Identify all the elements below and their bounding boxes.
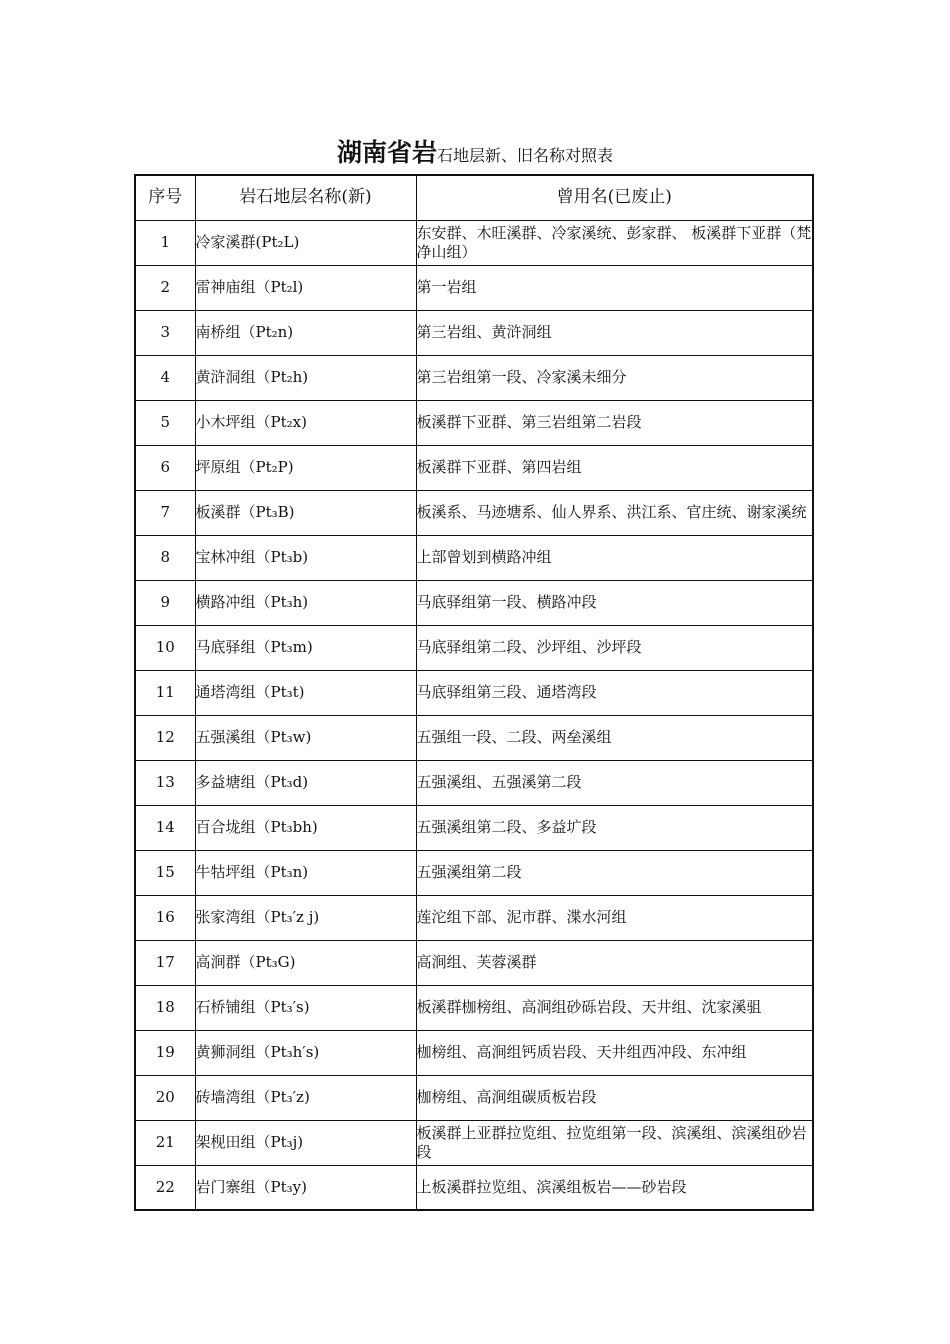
- row-new-name: 通塔湾组（Pt₃t): [195, 670, 416, 715]
- row-new-name: 小木坪组（Pt₂x): [195, 400, 416, 445]
- row-old-name: 上部曾划到横路冲组: [416, 535, 813, 580]
- row-new-name: 马底驿组（Pt₃m): [195, 625, 416, 670]
- row-number: 17: [135, 940, 195, 985]
- row-new-name: 牛牯坪组（Pt₃n): [195, 850, 416, 895]
- row-number: 15: [135, 850, 195, 895]
- table-row: [135, 670, 813, 715]
- row-old-name: 五强溪组第二段、多益圹段: [416, 805, 813, 850]
- header-new-name: 岩石地层名称(新): [195, 175, 416, 220]
- row-old-name: 高涧组、芙蓉溪群: [416, 940, 813, 985]
- table-row: [135, 1075, 813, 1120]
- row-old-name: 莲沱组下部、泥市群、渫水河组: [416, 895, 813, 940]
- strata-table: [134, 174, 814, 1211]
- document-title: [0, 133, 950, 169]
- header-old-name: 曾用名(已废止): [416, 175, 813, 220]
- row-new-name: 南桥组（Pt₂n): [195, 310, 416, 355]
- table-row: [135, 1030, 813, 1075]
- row-number: 3: [135, 310, 195, 355]
- table-row: [135, 805, 813, 850]
- row-new-name: 张家湾组（Pt₃′z j): [195, 895, 416, 940]
- row-new-name: 砖墙湾组（Pt₃′z): [195, 1075, 416, 1120]
- row-new-name: 五强溪组（Pt₃w): [195, 715, 416, 760]
- row-number: 19: [135, 1030, 195, 1075]
- row-old-name: 板溪群上亚群拉览组、拉览组第一段、滨溪组、滨溪组砂岩段: [416, 1120, 813, 1165]
- row-number: 18: [135, 985, 195, 1030]
- row-number: 21: [135, 1120, 195, 1165]
- row-number: 2: [135, 265, 195, 310]
- table-row: [135, 355, 813, 400]
- table-row: [135, 220, 813, 265]
- header-no: 序号: [135, 175, 195, 220]
- row-old-name: 枷榜组、高涧组钙质岩段、天井组西冲段、东冲组: [416, 1030, 813, 1075]
- row-new-name: 架枧田组（Pt₃j): [195, 1120, 416, 1165]
- row-number: 6: [135, 445, 195, 490]
- table-row: [135, 715, 813, 760]
- row-old-name: 马底驿组第三段、通塔湾段: [416, 670, 813, 715]
- row-new-name: 雷神庙组（Pt₂l): [195, 265, 416, 310]
- row-old-name: 枷榜组、高涧组碳质板岩段: [416, 1075, 813, 1120]
- row-old-name: 板溪系、马迹塘系、仙人界系、洪江系、官庄统、谢家溪统: [416, 490, 813, 535]
- row-new-name: 百合垅组（Pt₃bh): [195, 805, 416, 850]
- row-new-name: 黄浒洞组（Pt₂h): [195, 355, 416, 400]
- row-new-name: 多益塘组（Pt₃d): [195, 760, 416, 805]
- row-old-name: 上板溪群拉览组、滨溪组板岩——砂岩段: [416, 1165, 813, 1210]
- table-row: [135, 1165, 813, 1210]
- row-old-name: 第三岩组第一段、冷家溪未细分: [416, 355, 813, 400]
- row-old-name: 东安群、木旺溪群、冷家溪统、彭家群、 板溪群下亚群（梵净山组）: [416, 220, 813, 265]
- row-new-name: 岩门寨组（Pt₃y): [195, 1165, 416, 1210]
- row-old-name: 五强组一段、二段、两垒溪组: [416, 715, 813, 760]
- table-row: [135, 265, 813, 310]
- row-old-name: 马底驿组第一段、横路冲段: [416, 580, 813, 625]
- row-number: 22: [135, 1165, 195, 1210]
- row-number: 14: [135, 805, 195, 850]
- row-number: 16: [135, 895, 195, 940]
- row-number: 1: [135, 220, 195, 265]
- table-row: [135, 1120, 813, 1165]
- row-new-name: 石桥铺组（Pt₃′s): [195, 985, 416, 1030]
- row-old-name: 五强溪组、五强溪第二段: [416, 760, 813, 805]
- row-new-name: 黄狮洞组（Pt₃h′s): [195, 1030, 416, 1075]
- title-main: 湖南省岩: [336, 138, 437, 167]
- row-old-name: 五强溪组第二段: [416, 850, 813, 895]
- row-number: 9: [135, 580, 195, 625]
- title-rest: 石地层新、旧名称对照表: [437, 146, 614, 165]
- table-row: [135, 445, 813, 490]
- table-row: [135, 535, 813, 580]
- row-number: 4: [135, 355, 195, 400]
- row-new-name: 高涧群（Pt₃G): [195, 940, 416, 985]
- table-row: [135, 400, 813, 445]
- row-new-name: 横路冲组（Pt₃h): [195, 580, 416, 625]
- row-number: 8: [135, 535, 195, 580]
- row-new-name: 坪原组（Pt₂P): [195, 445, 416, 490]
- row-old-name: 板溪群下亚群、第三岩组第二岩段: [416, 400, 813, 445]
- table-row: [135, 895, 813, 940]
- table-body: [135, 220, 813, 1210]
- row-new-name: 宝林冲组（Pt₃b): [195, 535, 416, 580]
- row-new-name: 板溪群（Pt₃B): [195, 490, 416, 535]
- row-number: 13: [135, 760, 195, 805]
- table-header-row: [135, 175, 813, 220]
- row-old-name: 第三岩组、黄浒洞组: [416, 310, 813, 355]
- table-row: [135, 490, 813, 535]
- row-number: 5: [135, 400, 195, 445]
- row-number: 11: [135, 670, 195, 715]
- table-row: [135, 310, 813, 355]
- table-row: [135, 625, 813, 670]
- row-new-name: 冷家溪群(Pt₂L): [195, 220, 416, 265]
- row-old-name: 第一岩组: [416, 265, 813, 310]
- row-number: 7: [135, 490, 195, 535]
- table-row: [135, 760, 813, 805]
- row-number: 12: [135, 715, 195, 760]
- row-old-name: 板溪群枷榜组、高涧组砂砾岩段、天井组、沈家溪驵: [416, 985, 813, 1030]
- row-old-name: 板溪群下亚群、第四岩组: [416, 445, 813, 490]
- table-row: [135, 580, 813, 625]
- table-row: [135, 985, 813, 1030]
- row-old-name: 马底驿组第二段、沙坪组、沙坪段: [416, 625, 813, 670]
- table-row: [135, 940, 813, 985]
- row-number: 10: [135, 625, 195, 670]
- row-number: 20: [135, 1075, 195, 1120]
- table-row: [135, 850, 813, 895]
